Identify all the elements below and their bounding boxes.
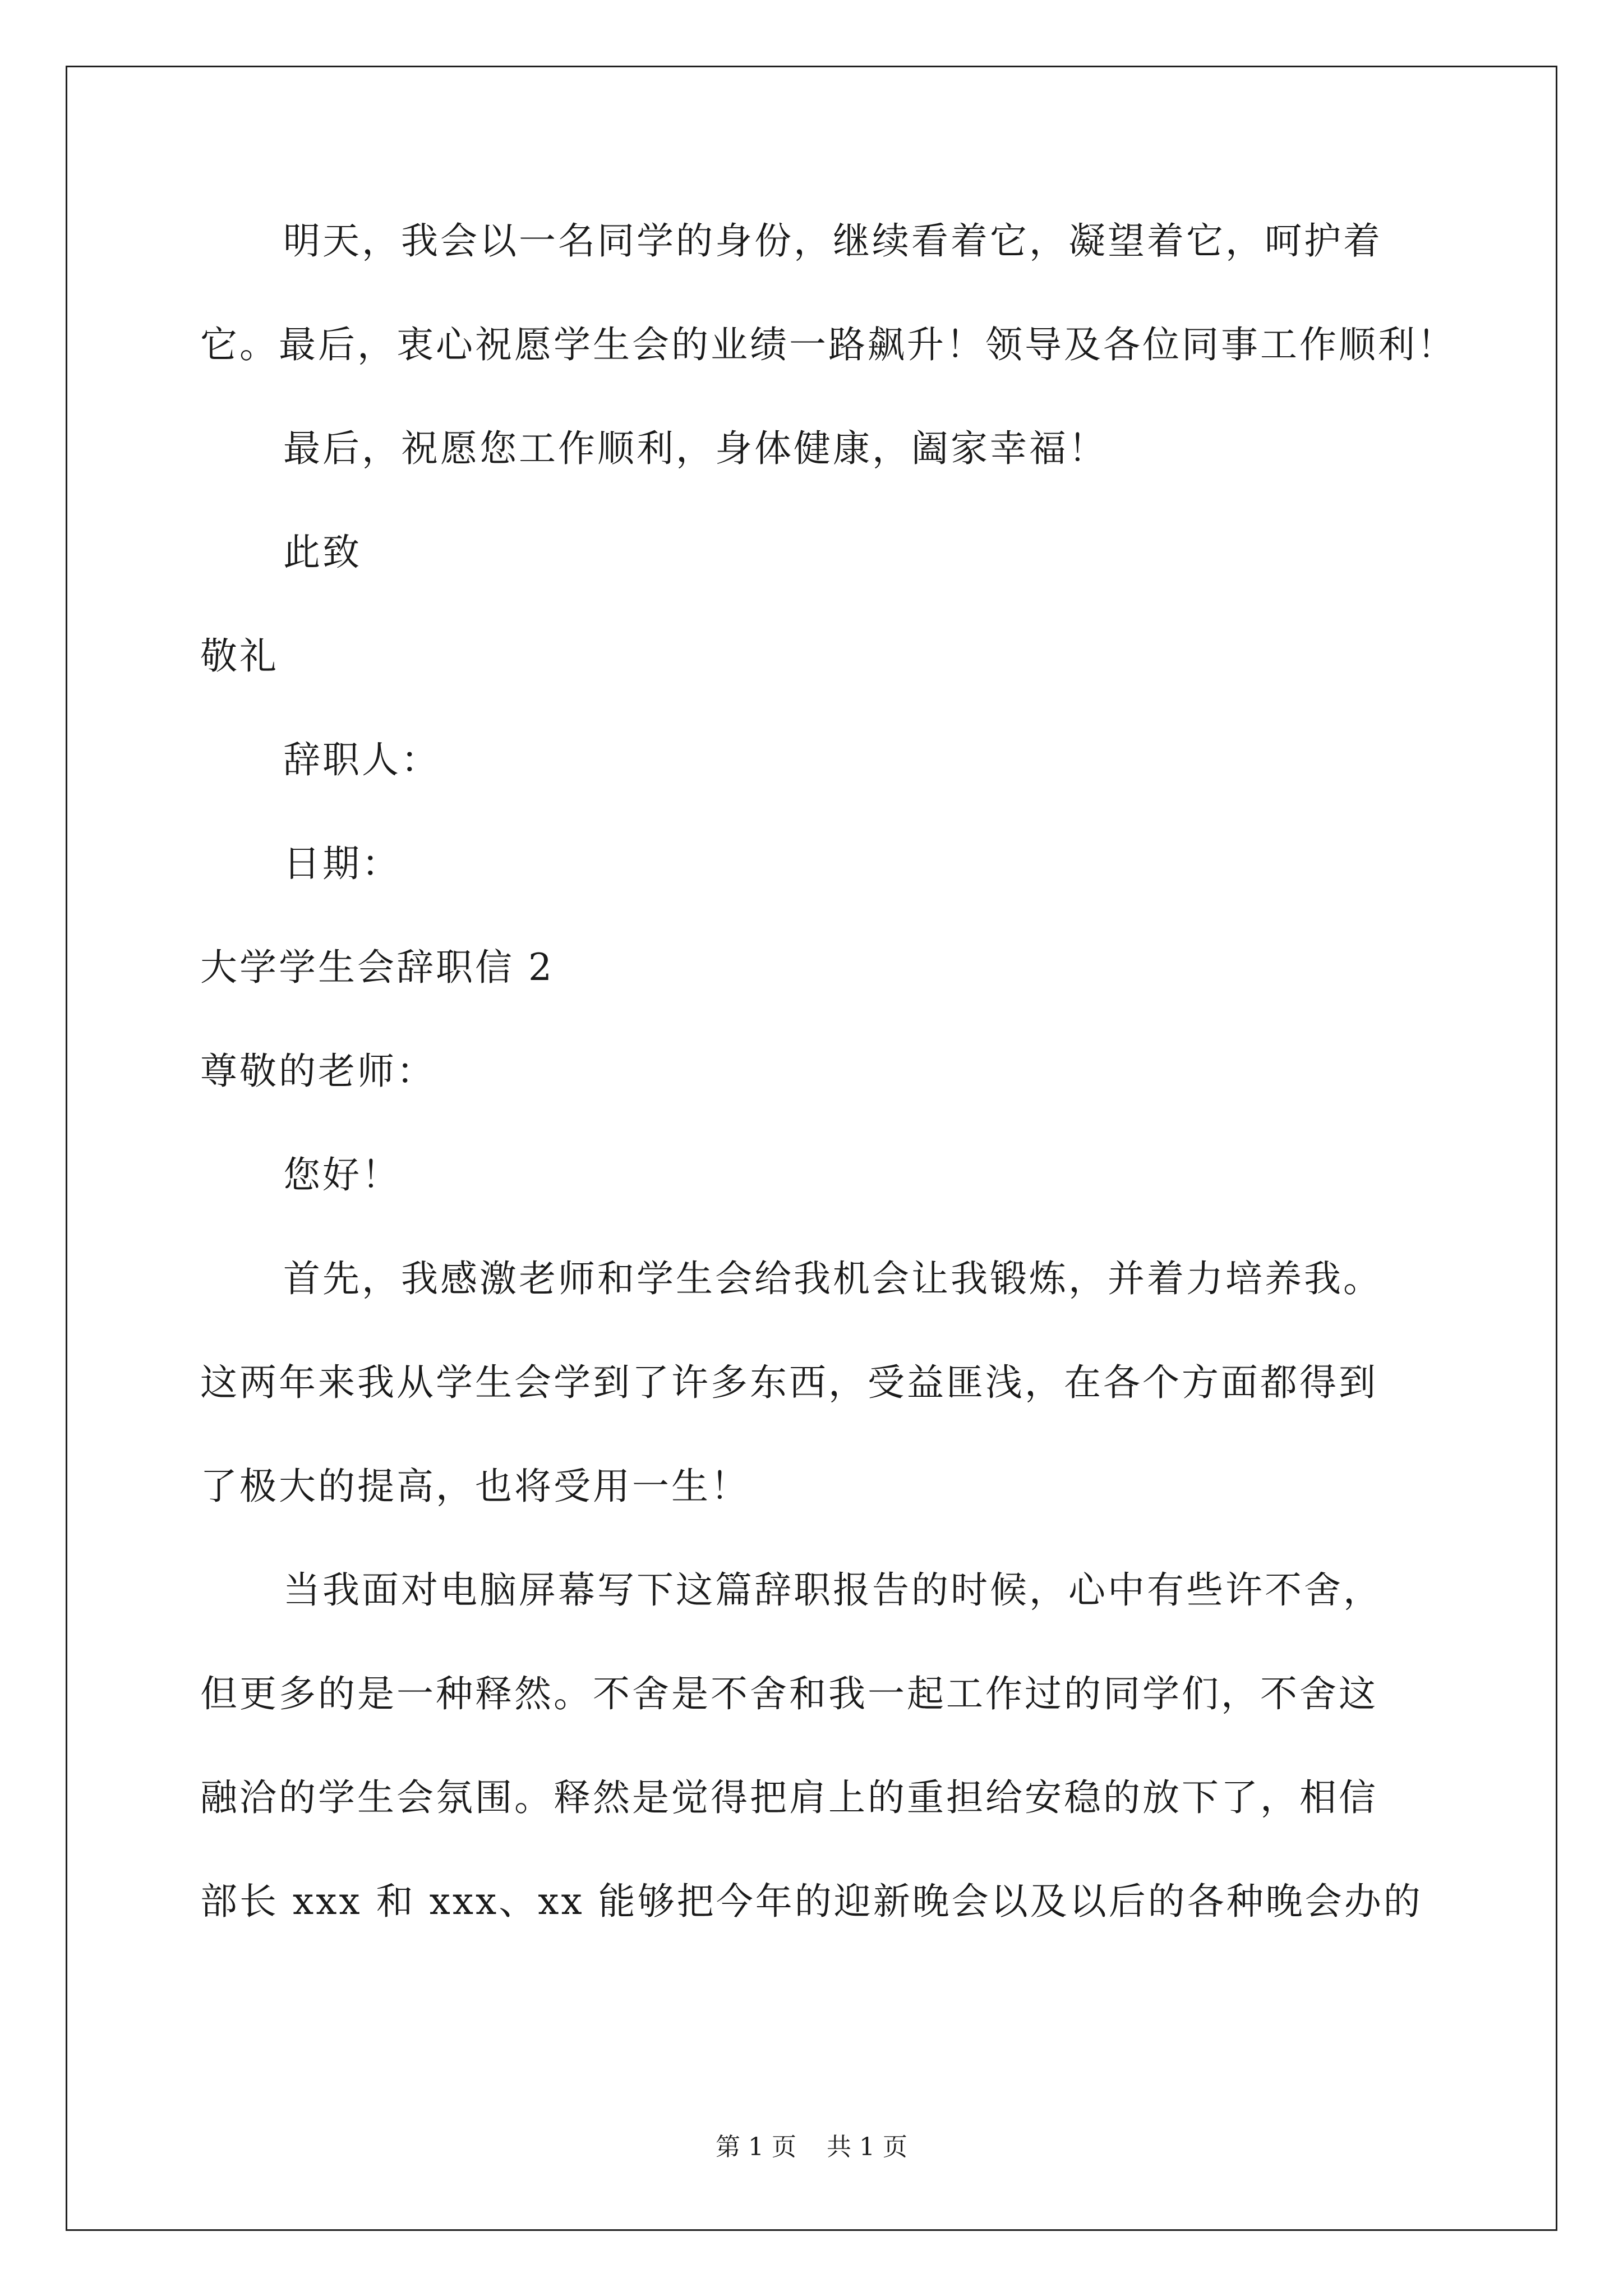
- closing-regards: 敬礼: [200, 634, 279, 678]
- greeting: 尊敬的老师：: [200, 1050, 436, 1093]
- paragraph-line: 明天，我会以一名同学的身份，继续看着它，凝望着它，呵护着: [283, 219, 1382, 263]
- paragraph-line: 这两年来我从学生会学到了许多东西，受益匪浅，在各个方面都得到: [200, 1361, 1378, 1404]
- paragraph-line: 但更多的是一种释然。不舍是不舍和我一起工作过的同学们，不舍这: [200, 1672, 1378, 1715]
- paragraph-line: 了极大的提高，也将受用一生！: [200, 1465, 750, 1508]
- paragraph-line: 融洽的学生会氛围。释然是觉得把肩上的重担给安稳的放下了，相信: [200, 1776, 1378, 1819]
- date-label: 日期：: [283, 842, 401, 885]
- page-number: 第 1 页: [716, 2133, 796, 2161]
- paragraph-line: 当我面对电脑屏幕写下这篇辞职报告的时候，心中有些许不舍，: [283, 1568, 1382, 1612]
- page-total: 共 1 页: [827, 2133, 907, 2161]
- document-body: [200, 219, 1456, 1983]
- paragraph-line: 部长 xxx 和 xxx、xx 能够把今年的迎新晚会以及以后的各种晚会办的: [200, 1880, 1423, 1923]
- paragraph-line: 它。最后，衷心祝愿学生会的业绩一路飙升！领导及各位同事工作顺利！: [200, 323, 1456, 366]
- paragraph-line: 首先，我感激老师和学生会给我机会让我锻炼，并着力培养我。: [283, 1257, 1382, 1300]
- signature-label: 辞职人：: [283, 738, 440, 781]
- paragraph-line: 最后，祝愿您工作顺利，身体健康，阖家幸福！: [283, 427, 1108, 470]
- letter-heading: 大学学生会辞职信 2: [200, 946, 554, 989]
- closing-salutation: 此致: [283, 531, 362, 574]
- page-footer: [0, 2132, 1623, 2163]
- greeting-hello: 您好！: [283, 1153, 401, 1197]
